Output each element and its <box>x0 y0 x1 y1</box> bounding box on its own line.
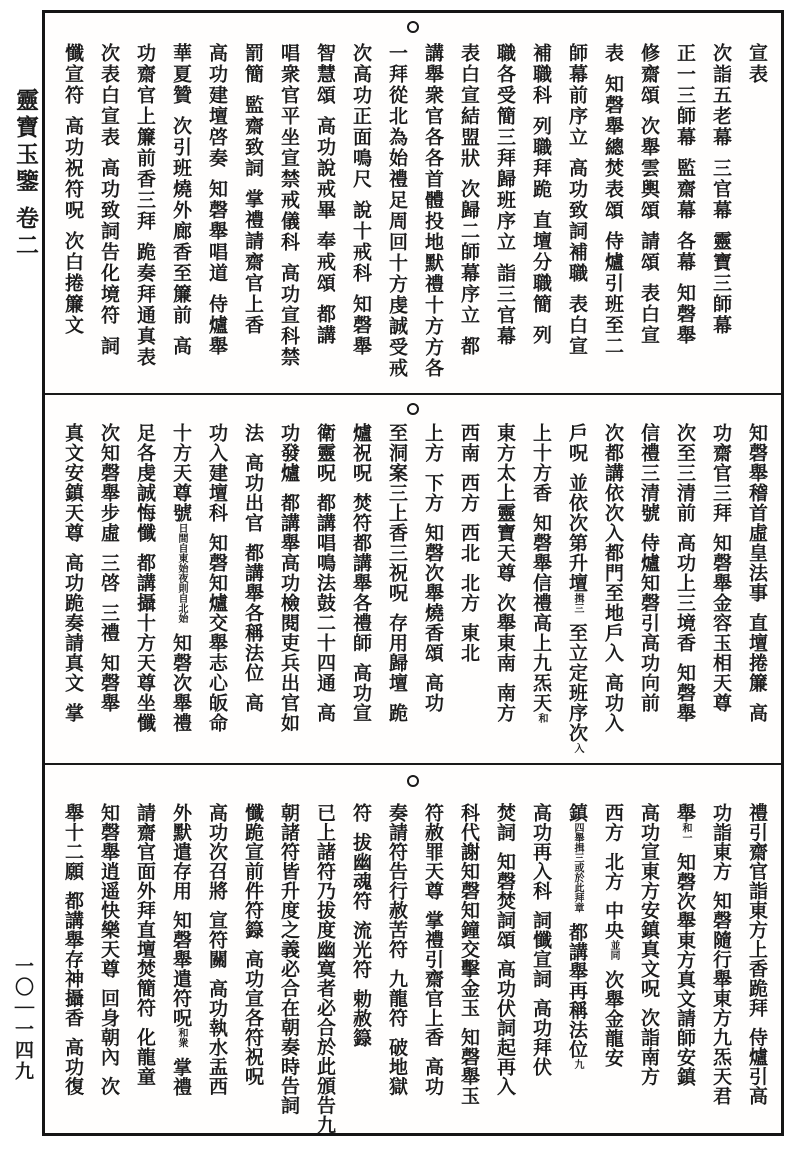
column-text: 知磬舉 <box>98 653 120 713</box>
text-column <box>451 803 487 1133</box>
column-text: 高功入 <box>602 673 624 733</box>
column-text: 次詣五老幕 <box>710 43 732 148</box>
column-text: 功齋官上簾前香三拜 <box>134 43 156 232</box>
column-text: 十方天尊號 <box>170 423 192 523</box>
column-text: 破地獄 <box>386 1037 408 1096</box>
column-text: 高功宣各符祝呪 <box>242 949 264 1086</box>
column-text: 奏請符告行赦苦符 <box>386 803 408 959</box>
column-text: 表白宣結盟狀 <box>458 43 480 169</box>
column-text: 功齋官三拜 <box>710 423 732 523</box>
column-text: 直壇分職簡 <box>530 210 552 315</box>
column-text: 職各受簡三拜歸班序立 <box>494 43 516 253</box>
text-column <box>595 803 631 1133</box>
column-text: 北方 <box>458 573 480 613</box>
column-text: 九龍符 <box>386 969 408 1028</box>
column-text: 跪奏拜通真表 <box>134 242 156 368</box>
text-column <box>343 43 379 395</box>
column-text: 詞 <box>98 336 120 357</box>
text-column <box>415 423 451 759</box>
column-text: 三啓 <box>98 553 120 593</box>
text-column <box>667 423 703 759</box>
column-text: 請齋官面外拜直壇焚簡符 <box>134 803 156 1018</box>
column-text: 知磬次舉燒香頌 <box>422 523 444 663</box>
column-text: 並依次第升壇 <box>566 473 588 593</box>
column-text: 都講舉各稱法位 <box>242 543 264 683</box>
column-text: 都講舉存神攝香 <box>62 891 84 1028</box>
column-text: 高功宣科禁 <box>278 263 300 368</box>
annotation-text: 入 <box>572 743 583 753</box>
annotation-text: 和 <box>536 713 547 723</box>
column-text: 焚符都講舉各禮師 <box>350 493 372 653</box>
text-column <box>271 803 307 1133</box>
text-column <box>307 423 343 759</box>
column-text: 說十戒科 <box>350 200 372 284</box>
column-text: 高功 <box>422 1057 444 1096</box>
text-column <box>379 43 415 395</box>
text-column <box>523 43 559 395</box>
column-text: 知磬舉信禮高上九炁天 <box>530 513 552 713</box>
column-text: 次高功正面鳴尺 <box>350 43 372 190</box>
column-text: 高功祝符呪 <box>62 116 84 221</box>
column-text: 北方 <box>602 852 624 891</box>
text-column <box>163 43 199 395</box>
column-text: 外默遣存用 <box>170 803 192 901</box>
text-column <box>595 43 631 395</box>
text-column <box>667 43 703 395</box>
text-column <box>199 803 235 1133</box>
text-column <box>307 803 343 1133</box>
column-text: 符赦罪天尊 <box>422 803 444 901</box>
column-text: 知磬舉稽首虛皇法事 <box>746 423 768 603</box>
column-text: 流光符 <box>350 920 372 979</box>
column-text: 下方 <box>422 473 444 513</box>
column-text: 都講舉高功檢閱吏兵出官如 <box>278 493 300 733</box>
column-text: 高功跪奏請真文 <box>62 553 84 693</box>
column-text: 懺跪宣前件符籙 <box>242 803 264 940</box>
text-column <box>631 43 667 395</box>
text-column <box>91 423 127 759</box>
text-column <box>199 423 235 759</box>
column-text: 華夏贊 <box>170 43 192 106</box>
column-text: 高 <box>314 703 336 723</box>
register-divider <box>45 763 781 765</box>
annotation-text: 和衆 <box>176 1027 187 1048</box>
text-column <box>127 803 163 1133</box>
column-text: 卷二 <box>12 206 39 260</box>
column-text: 高 <box>242 693 264 713</box>
text-column <box>703 803 739 1133</box>
column-text: 高功致詞告化境符 <box>98 158 120 326</box>
text-column <box>415 803 451 1133</box>
column-text: 監齋幕 <box>674 158 696 221</box>
column-text: 知磬舉總焚表頌 <box>602 74 624 221</box>
column-text: 師幕前序立 <box>566 43 588 148</box>
column-text: 掌禮 <box>170 1057 192 1097</box>
text-column <box>127 423 163 759</box>
column-text: 高功致詞補職 <box>566 158 588 284</box>
text-column <box>595 423 631 759</box>
column-text: 表白宣 <box>638 283 660 346</box>
column-text: 表 <box>602 43 624 64</box>
column-text: 懺宣符 <box>62 43 84 106</box>
column-text: 都講舉再稱法位 <box>566 922 588 1059</box>
column-text: 拔幽魂符 <box>350 832 372 911</box>
column-text: 禮引齋官詣東方上香跪拜 <box>746 803 768 1018</box>
column-text: 高功上三境香 <box>674 533 696 653</box>
column-text: 舉十二願 <box>62 803 84 881</box>
column-text: 西方 <box>458 473 480 513</box>
column-text: 知磬舉 <box>350 294 372 357</box>
column-text: 次表白宣表 <box>98 43 120 148</box>
top-register <box>51 43 775 395</box>
text-column <box>523 423 559 759</box>
column-text: 西北 <box>458 523 480 563</box>
column-text: 智慧頌 <box>314 43 336 106</box>
column-text: 高功復 <box>62 1037 84 1096</box>
column-text: 回身朝內 <box>98 988 120 1067</box>
text-column <box>739 803 775 1133</box>
text-column <box>523 803 559 1133</box>
column-text: 至立定班序次 <box>566 623 588 743</box>
column-text: 請頌 <box>638 231 660 273</box>
text-column <box>559 423 595 759</box>
text-column <box>55 803 91 1133</box>
text-column <box>451 43 487 395</box>
column-text: 詞懺宣詞 <box>530 910 552 989</box>
column-text: 高功出官 <box>242 453 264 533</box>
text-column <box>631 803 667 1133</box>
column-text: 符 <box>350 803 372 823</box>
margin-title <box>8 88 42 308</box>
text-column <box>631 423 667 759</box>
column-text: 次歸二師幕序立 <box>458 179 480 326</box>
text-column <box>127 43 163 395</box>
column-text: 侍爐引高 <box>746 1027 768 1106</box>
column-text: 真文安鎮天尊 <box>62 423 84 543</box>
column-text: 都 <box>458 336 480 357</box>
column-text: 上方 <box>422 423 444 463</box>
text-column <box>559 43 595 395</box>
column-text: 功發爐 <box>278 423 300 483</box>
text-column <box>163 803 199 1133</box>
column-text: 掌禮引齋官上香 <box>422 910 444 1047</box>
column-text: 知磬舉金容玉相天尊 <box>710 533 732 713</box>
column-text: 西南 <box>458 423 480 463</box>
text-column <box>379 803 415 1133</box>
column-text: 知磬舉遣符呪 <box>170 910 192 1028</box>
column-text: 次都講依次入都門至地戶入 <box>602 423 624 663</box>
column-text: 罰簡 <box>242 43 264 85</box>
column-text: 講舉衆官各各首體投地默禮十方方各 <box>422 43 444 379</box>
annotation-text: 並同 <box>608 940 619 960</box>
text-column <box>739 43 775 395</box>
column-text: 朝諸符皆升度之義必合在朝奏時告詞 <box>278 803 300 1115</box>
text-column <box>415 43 451 395</box>
column-text: 知磬隨行舉東方九炁天君 <box>710 891 732 1106</box>
column-text: 次至三清前 <box>674 423 696 523</box>
column-text: 知磬舉逍遥快樂天尊 <box>98 803 120 979</box>
text-column <box>199 43 235 395</box>
column-text: 掌禮請齋官上香 <box>242 189 264 336</box>
column-text: 正一三師幕 <box>674 43 696 148</box>
circle-separator-icon <box>407 21 419 33</box>
column-text: 存用歸壇 <box>386 613 408 693</box>
column-text: 爐祝呪 <box>350 423 372 483</box>
column-text: 掌 <box>62 703 84 723</box>
text-frame-border <box>42 10 784 1136</box>
column-text: 中央 <box>602 901 624 940</box>
column-text: 知磬舉 <box>674 663 696 723</box>
text-column <box>271 423 307 759</box>
column-text: 功詣東方 <box>710 803 732 881</box>
column-text: 信禮三清號 <box>638 423 660 523</box>
column-text: 詣三官幕 <box>494 263 516 347</box>
column-text: 次引班燒外廊香至簾前 <box>170 116 192 326</box>
annotation-text: 日間自東始夜則自北始 <box>176 523 187 623</box>
text-column <box>739 423 775 759</box>
column-text: 高功執水盂西 <box>206 979 228 1096</box>
column-text: 侍爐知磬引高功向前 <box>638 533 660 713</box>
column-text: 次 <box>98 1076 120 1096</box>
text-column <box>487 803 523 1133</box>
annotation-text: 九 <box>572 1059 583 1069</box>
column-text: 宣表 <box>746 43 768 85</box>
text-column <box>703 43 739 395</box>
column-text: 宣符關 <box>206 910 228 969</box>
column-text: 次舉金龍安 <box>602 970 624 1068</box>
column-text: 法 <box>242 423 264 443</box>
text-column <box>379 423 415 759</box>
column-text: 東北 <box>458 623 480 663</box>
column-text: 知磬舉 <box>674 283 696 346</box>
text-column <box>703 423 739 759</box>
column-text: 補職科 <box>530 43 552 106</box>
column-text: 列職拜跪 <box>530 116 552 200</box>
column-text: 唱衆官平坐宣禁戒儀科 <box>278 43 300 253</box>
column-text: 知磬次舉禮 <box>170 633 192 733</box>
column-text: 高功 <box>422 673 444 713</box>
column-text: 知磬舉玉 <box>458 1027 480 1106</box>
column-text: 侍爐舉 <box>206 294 228 357</box>
column-text: 一拜從北為始禮足周回十方虔誠受戒 <box>386 43 408 379</box>
column-text: 監齋致詞 <box>242 95 264 179</box>
text-column <box>163 423 199 759</box>
column-text: 上十方香 <box>530 423 552 503</box>
circle-separator-icon <box>407 403 419 415</box>
column-text: 一〇｜一四九 <box>12 956 34 1082</box>
column-text: 高功伏詞起再入 <box>494 959 516 1096</box>
column-text: 高功再入科 <box>530 803 552 901</box>
column-text: 高 <box>170 336 192 357</box>
column-text: 次詣南方 <box>638 1008 660 1086</box>
column-text: 高功說戒畢 <box>314 116 336 221</box>
column-text: 知磬知爐交舉志心皈命 <box>206 533 228 733</box>
column-text: 高功宣 <box>350 663 372 723</box>
column-text: 焚詞 <box>494 803 516 842</box>
column-text: 化龍童 <box>134 1027 156 1086</box>
column-text: 列 <box>530 325 552 346</box>
text-column <box>559 803 595 1133</box>
column-text: 至洞案三上香三祝呪 <box>386 423 408 603</box>
text-column <box>307 43 343 395</box>
page-number <box>8 956 38 1126</box>
middle-register <box>51 423 775 759</box>
text-column <box>55 423 91 759</box>
column-text: 靈寶玉鑒 <box>12 88 39 196</box>
circle-separator-icon <box>407 775 419 787</box>
column-text: 三官幕 <box>710 158 732 221</box>
column-text: 高功次召將 <box>206 803 228 901</box>
annotation-text: 四舉揖三或於此拜章 <box>572 822 583 913</box>
column-text: 次白捲簾文 <box>62 231 84 336</box>
register-divider <box>45 393 781 395</box>
column-text: 知磬次舉東方真文請師安鎮 <box>674 852 696 1087</box>
column-text: 已上諸符乃拔度幽寞者必合於此頒告九 <box>314 803 336 1135</box>
column-text: 三禮 <box>98 603 120 643</box>
text-column <box>487 423 523 759</box>
column-text: 知磬焚詞頌 <box>494 852 516 950</box>
text-column <box>235 803 271 1133</box>
annotation-text: 揖三 <box>572 593 583 613</box>
annotation-text: 和一 <box>680 822 691 843</box>
column-text: 高功建壇啓奏 <box>206 43 228 169</box>
text-column <box>667 803 703 1133</box>
column-text: 都講唱鳴法鼓二十四通 <box>314 493 336 693</box>
column-text: 東方太上靈寶天尊 <box>494 423 516 583</box>
column-text: 舉 <box>674 803 696 823</box>
text-column <box>271 43 307 395</box>
column-text: 衛靈呪 <box>314 423 336 483</box>
column-text: 次舉東南 <box>494 593 516 673</box>
column-text: 功入建壇科 <box>206 423 228 523</box>
text-column <box>91 803 127 1133</box>
column-text: 南方 <box>494 683 516 723</box>
column-text: 都講 <box>314 304 336 346</box>
column-text: 鎮 <box>566 803 588 823</box>
column-text: 奉戒頌 <box>314 231 336 294</box>
column-text: 高功宣東方安鎮真文呪 <box>638 803 660 998</box>
column-text: 表白宣 <box>566 294 588 357</box>
column-text: 直壇捲簾 <box>746 613 768 693</box>
text-column <box>343 803 379 1133</box>
column-text: 次舉雲輿頌 <box>638 116 660 221</box>
column-text: 高功拜伏 <box>530 998 552 1077</box>
text-column <box>451 423 487 759</box>
text-column <box>235 43 271 395</box>
column-text: 勅赦籙 <box>350 989 372 1048</box>
column-text: 科代謝知磬知鐘交擊金玉 <box>458 803 480 1018</box>
column-text: 各幕 <box>674 231 696 273</box>
column-text: 戶呪 <box>566 423 588 463</box>
column-text: 高 <box>746 703 768 723</box>
column-text: 西方 <box>602 803 624 842</box>
column-text: 修齋頌 <box>638 43 660 106</box>
column-text: 次知磬舉步虛 <box>98 423 120 543</box>
text-column <box>235 423 271 759</box>
text-column <box>55 43 91 395</box>
column-text: 足各虔誠悔懺 <box>134 423 156 543</box>
bottom-register <box>51 803 775 1133</box>
text-column <box>91 43 127 395</box>
text-column <box>487 43 523 395</box>
text-column <box>343 423 379 759</box>
column-text: 都講攝十方天尊坐懺 <box>134 553 156 733</box>
column-text: 靈寶三師幕 <box>710 231 732 336</box>
column-text: 侍爐引班至二 <box>602 231 624 357</box>
column-text: 知磬舉唱道 <box>206 179 228 284</box>
column-text: 跪 <box>386 703 408 723</box>
